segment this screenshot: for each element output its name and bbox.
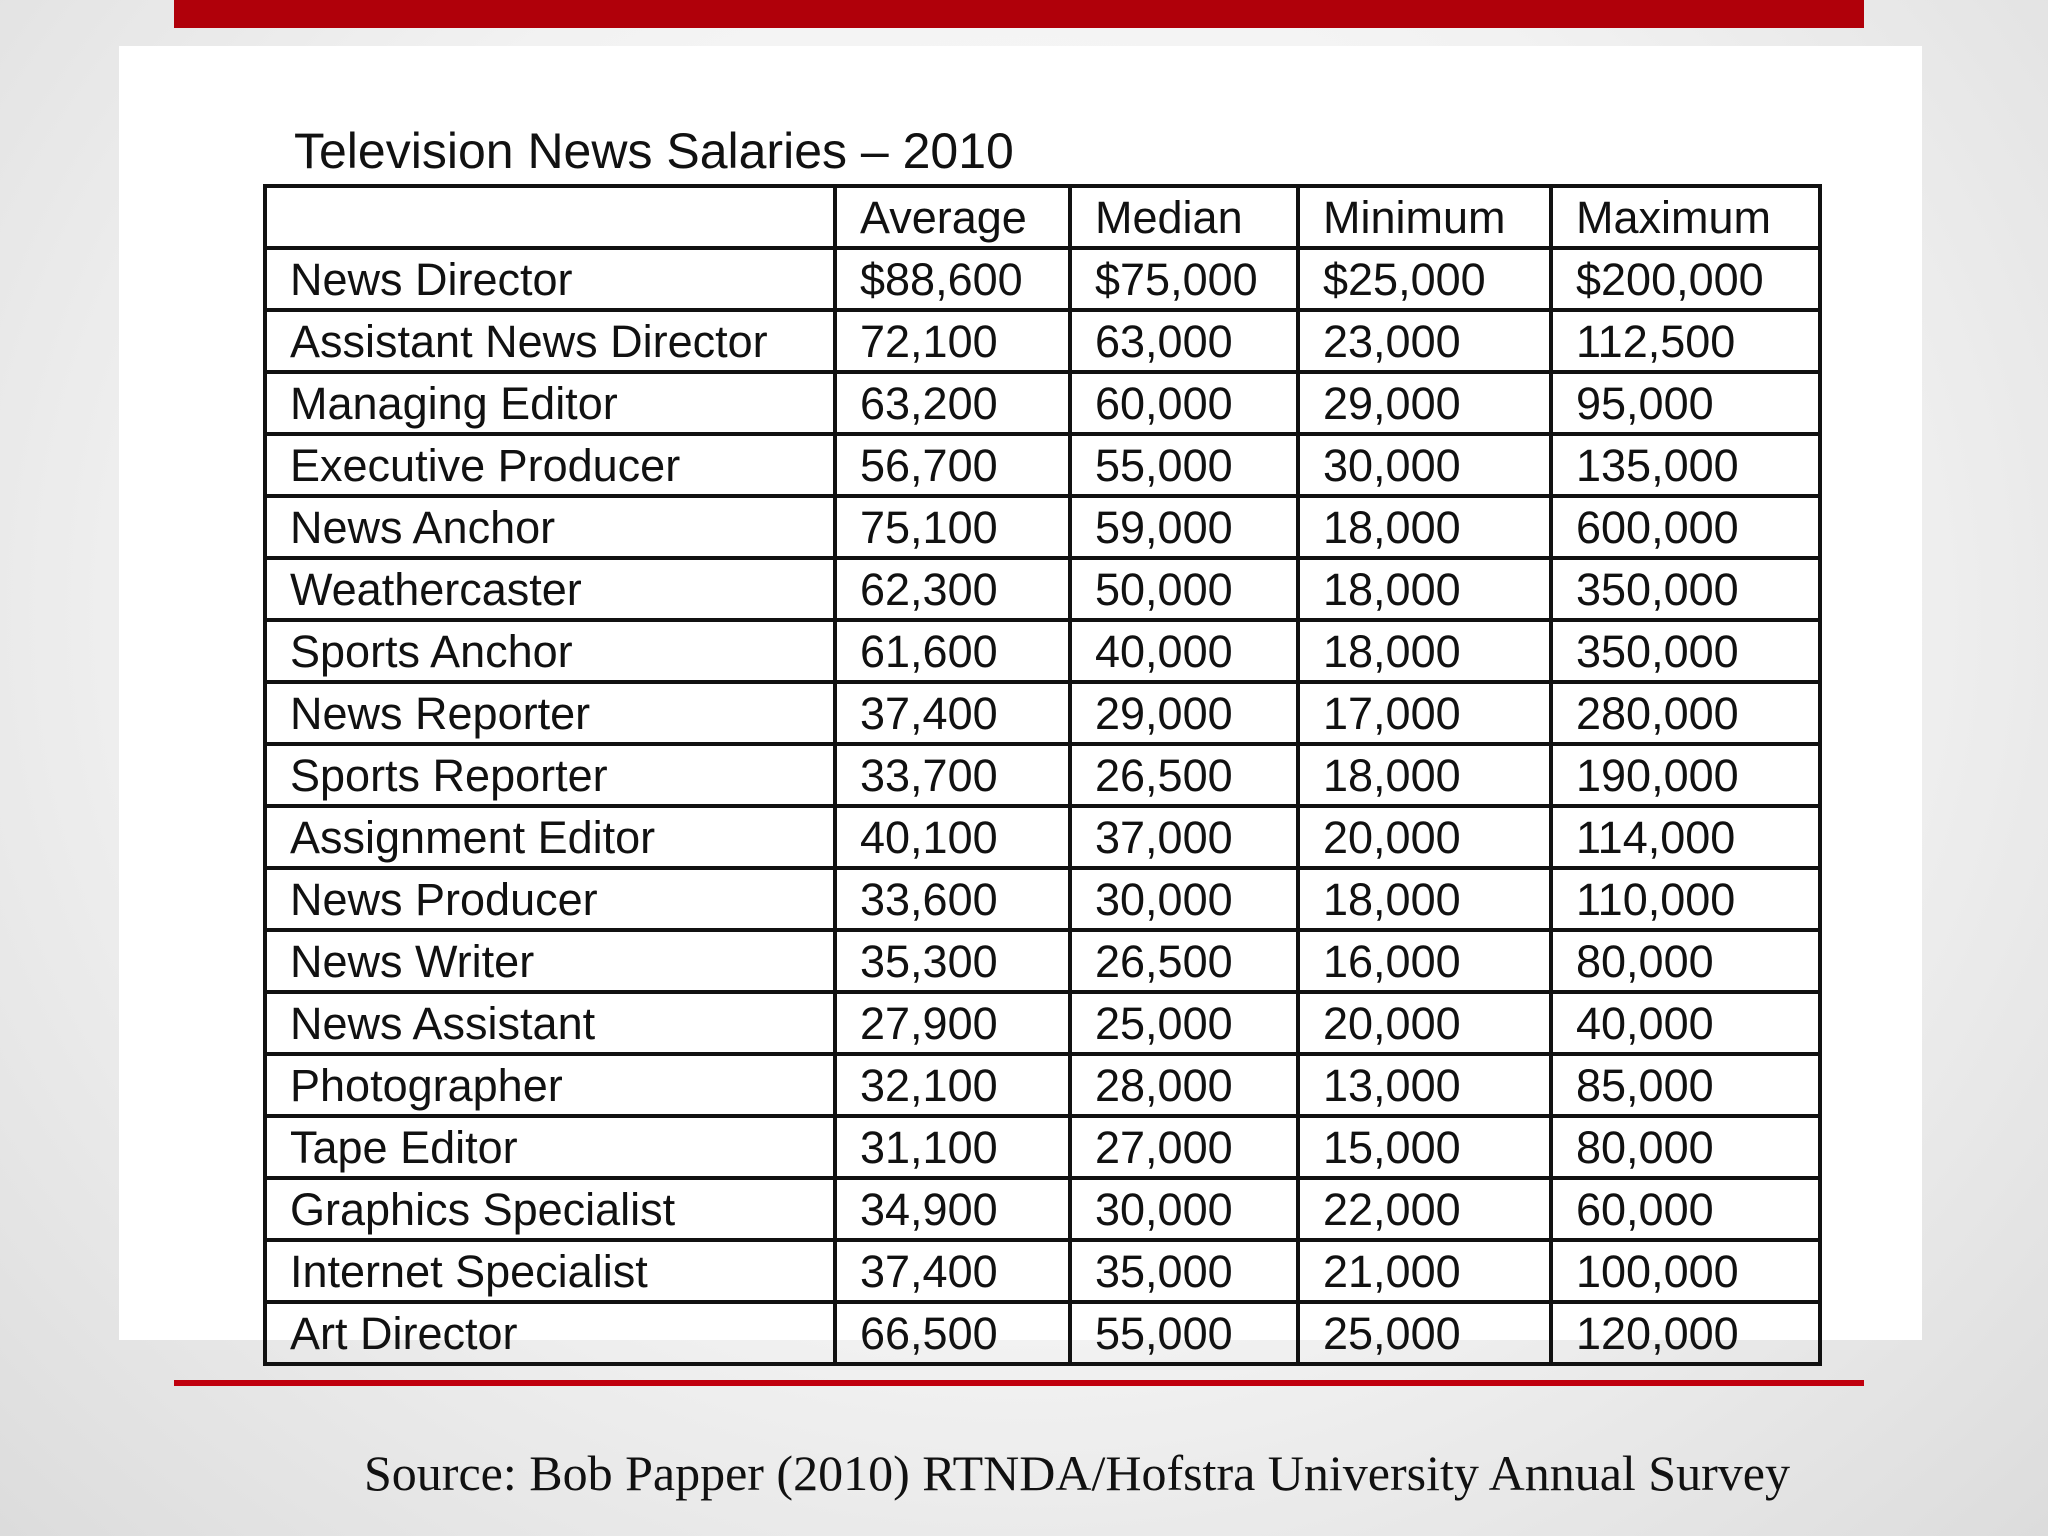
cell-median: 30,000 xyxy=(1070,1178,1298,1240)
cell-minimum: 18,000 xyxy=(1298,496,1551,558)
cell-minimum: 22,000 xyxy=(1298,1178,1551,1240)
cell-average: 72,100 xyxy=(835,310,1070,372)
cell-median: 27,000 xyxy=(1070,1116,1298,1178)
table-header-row xyxy=(265,186,1820,248)
cell-position: Internet Specialist xyxy=(265,1240,835,1302)
cell-average: 32,100 xyxy=(835,1054,1070,1116)
cell-position: News Reporter xyxy=(265,682,835,744)
header-cell-blank xyxy=(265,186,835,248)
cell-maximum: $200,000 xyxy=(1551,248,1820,310)
cell-position: Assistant News Director xyxy=(265,310,835,372)
cell-average: 75,100 xyxy=(835,496,1070,558)
cell-position: Assignment Editor xyxy=(265,806,835,868)
cell-minimum: 18,000 xyxy=(1298,744,1551,806)
cell-median: 40,000 xyxy=(1070,620,1298,682)
table-row xyxy=(265,558,1820,620)
cell-minimum: 21,000 xyxy=(1298,1240,1551,1302)
cell-position: News Assistant xyxy=(265,992,835,1054)
cell-maximum: 95,000 xyxy=(1551,372,1820,434)
cell-maximum: 40,000 xyxy=(1551,992,1820,1054)
top-accent-bar xyxy=(174,0,1864,28)
table-row xyxy=(265,310,1820,372)
cell-maximum: 85,000 xyxy=(1551,1054,1820,1116)
cell-average: 63,200 xyxy=(835,372,1070,434)
cell-maximum: 80,000 xyxy=(1551,1116,1820,1178)
cell-minimum: 13,000 xyxy=(1298,1054,1551,1116)
cell-average: 27,900 xyxy=(835,992,1070,1054)
cell-maximum: 350,000 xyxy=(1551,620,1820,682)
table-row xyxy=(265,930,1820,992)
cell-minimum: 23,000 xyxy=(1298,310,1551,372)
cell-minimum: 20,000 xyxy=(1298,992,1551,1054)
cell-maximum: 190,000 xyxy=(1551,744,1820,806)
cell-minimum: 18,000 xyxy=(1298,558,1551,620)
header-cell-average: Average xyxy=(835,186,1070,248)
cell-minimum: 20,000 xyxy=(1298,806,1551,868)
cell-median: 37,000 xyxy=(1070,806,1298,868)
cell-median: 50,000 xyxy=(1070,558,1298,620)
bottom-divider xyxy=(174,1380,1864,1386)
cell-maximum: 80,000 xyxy=(1551,930,1820,992)
cell-median: 60,000 xyxy=(1070,372,1298,434)
cell-average: 61,600 xyxy=(835,620,1070,682)
cell-average: 40,100 xyxy=(835,806,1070,868)
cell-median: 55,000 xyxy=(1070,434,1298,496)
cell-median: 35,000 xyxy=(1070,1240,1298,1302)
table-row xyxy=(265,806,1820,868)
cell-median: 63,000 xyxy=(1070,310,1298,372)
cell-position: Tape Editor xyxy=(265,1116,835,1178)
cell-median: 59,000 xyxy=(1070,496,1298,558)
cell-median: 25,000 xyxy=(1070,992,1298,1054)
cell-position: Weathercaster xyxy=(265,558,835,620)
table-row xyxy=(265,1054,1820,1116)
cell-position: News Writer xyxy=(265,930,835,992)
cell-median: 26,500 xyxy=(1070,930,1298,992)
cell-maximum: 60,000 xyxy=(1551,1178,1820,1240)
cell-average: 33,600 xyxy=(835,868,1070,930)
table-row xyxy=(265,992,1820,1054)
cell-minimum: 16,000 xyxy=(1298,930,1551,992)
cell-average: 37,400 xyxy=(835,1240,1070,1302)
cell-position: Managing Editor xyxy=(265,372,835,434)
table-row xyxy=(265,620,1820,682)
cell-position: Art Director xyxy=(265,1302,835,1364)
cell-average: 37,400 xyxy=(835,682,1070,744)
table-row xyxy=(265,372,1820,434)
table-row xyxy=(265,1116,1820,1178)
cell-position: News Director xyxy=(265,248,835,310)
cell-minimum: 25,000 xyxy=(1298,1302,1551,1364)
cell-median: 28,000 xyxy=(1070,1054,1298,1116)
cell-minimum: 30,000 xyxy=(1298,434,1551,496)
cell-median: $75,000 xyxy=(1070,248,1298,310)
table-body xyxy=(265,248,1820,1364)
cell-maximum: 280,000 xyxy=(1551,682,1820,744)
cell-position: Graphics Specialist xyxy=(265,1178,835,1240)
table-row xyxy=(265,248,1820,310)
cell-median: 30,000 xyxy=(1070,868,1298,930)
header-cell-minimum: Minimum xyxy=(1298,186,1551,248)
table-row xyxy=(265,1178,1820,1240)
cell-maximum: 110,000 xyxy=(1551,868,1820,930)
source-citation: Source: Bob Papper (2010) RTNDA/Hofstra University Annual Survey xyxy=(364,1445,1790,1501)
cell-maximum: 600,000 xyxy=(1551,496,1820,558)
cell-average: 33,700 xyxy=(835,744,1070,806)
table-row xyxy=(265,868,1820,930)
cell-position: News Producer xyxy=(265,868,835,930)
cell-minimum: 18,000 xyxy=(1298,868,1551,930)
table-row xyxy=(265,434,1820,496)
cell-average: 66,500 xyxy=(835,1302,1070,1364)
header-cell-median: Median xyxy=(1070,186,1298,248)
cell-minimum: 29,000 xyxy=(1298,372,1551,434)
cell-maximum: 120,000 xyxy=(1551,1302,1820,1364)
cell-maximum: 135,000 xyxy=(1551,434,1820,496)
cell-position: Sports Anchor xyxy=(265,620,835,682)
header-cell-maximum: Maximum xyxy=(1551,186,1820,248)
cell-maximum: 112,500 xyxy=(1551,310,1820,372)
table-row xyxy=(265,1240,1820,1302)
table-row xyxy=(265,1302,1820,1364)
cell-average: 35,300 xyxy=(835,930,1070,992)
cell-maximum: 350,000 xyxy=(1551,558,1820,620)
cell-average: 34,900 xyxy=(835,1178,1070,1240)
cell-maximum: 100,000 xyxy=(1551,1240,1820,1302)
cell-minimum: 15,000 xyxy=(1298,1116,1551,1178)
table-row xyxy=(265,744,1820,806)
cell-median: 55,000 xyxy=(1070,1302,1298,1364)
cell-median: 29,000 xyxy=(1070,682,1298,744)
cell-median: 26,500 xyxy=(1070,744,1298,806)
cell-average: 56,700 xyxy=(835,434,1070,496)
cell-average: $88,600 xyxy=(835,248,1070,310)
cell-minimum: $25,000 xyxy=(1298,248,1551,310)
cell-minimum: 18,000 xyxy=(1298,620,1551,682)
table-title: Television News Salaries – 2010 xyxy=(294,123,1014,179)
salary-table xyxy=(263,184,1822,1366)
table-row xyxy=(265,682,1820,744)
cell-position: News Anchor xyxy=(265,496,835,558)
cell-average: 31,100 xyxy=(835,1116,1070,1178)
cell-position: Photographer xyxy=(265,1054,835,1116)
cell-average: 62,300 xyxy=(835,558,1070,620)
table-row xyxy=(265,496,1820,558)
cell-position: Executive Producer xyxy=(265,434,835,496)
cell-position: Sports Reporter xyxy=(265,744,835,806)
cell-minimum: 17,000 xyxy=(1298,682,1551,744)
cell-maximum: 114,000 xyxy=(1551,806,1820,868)
